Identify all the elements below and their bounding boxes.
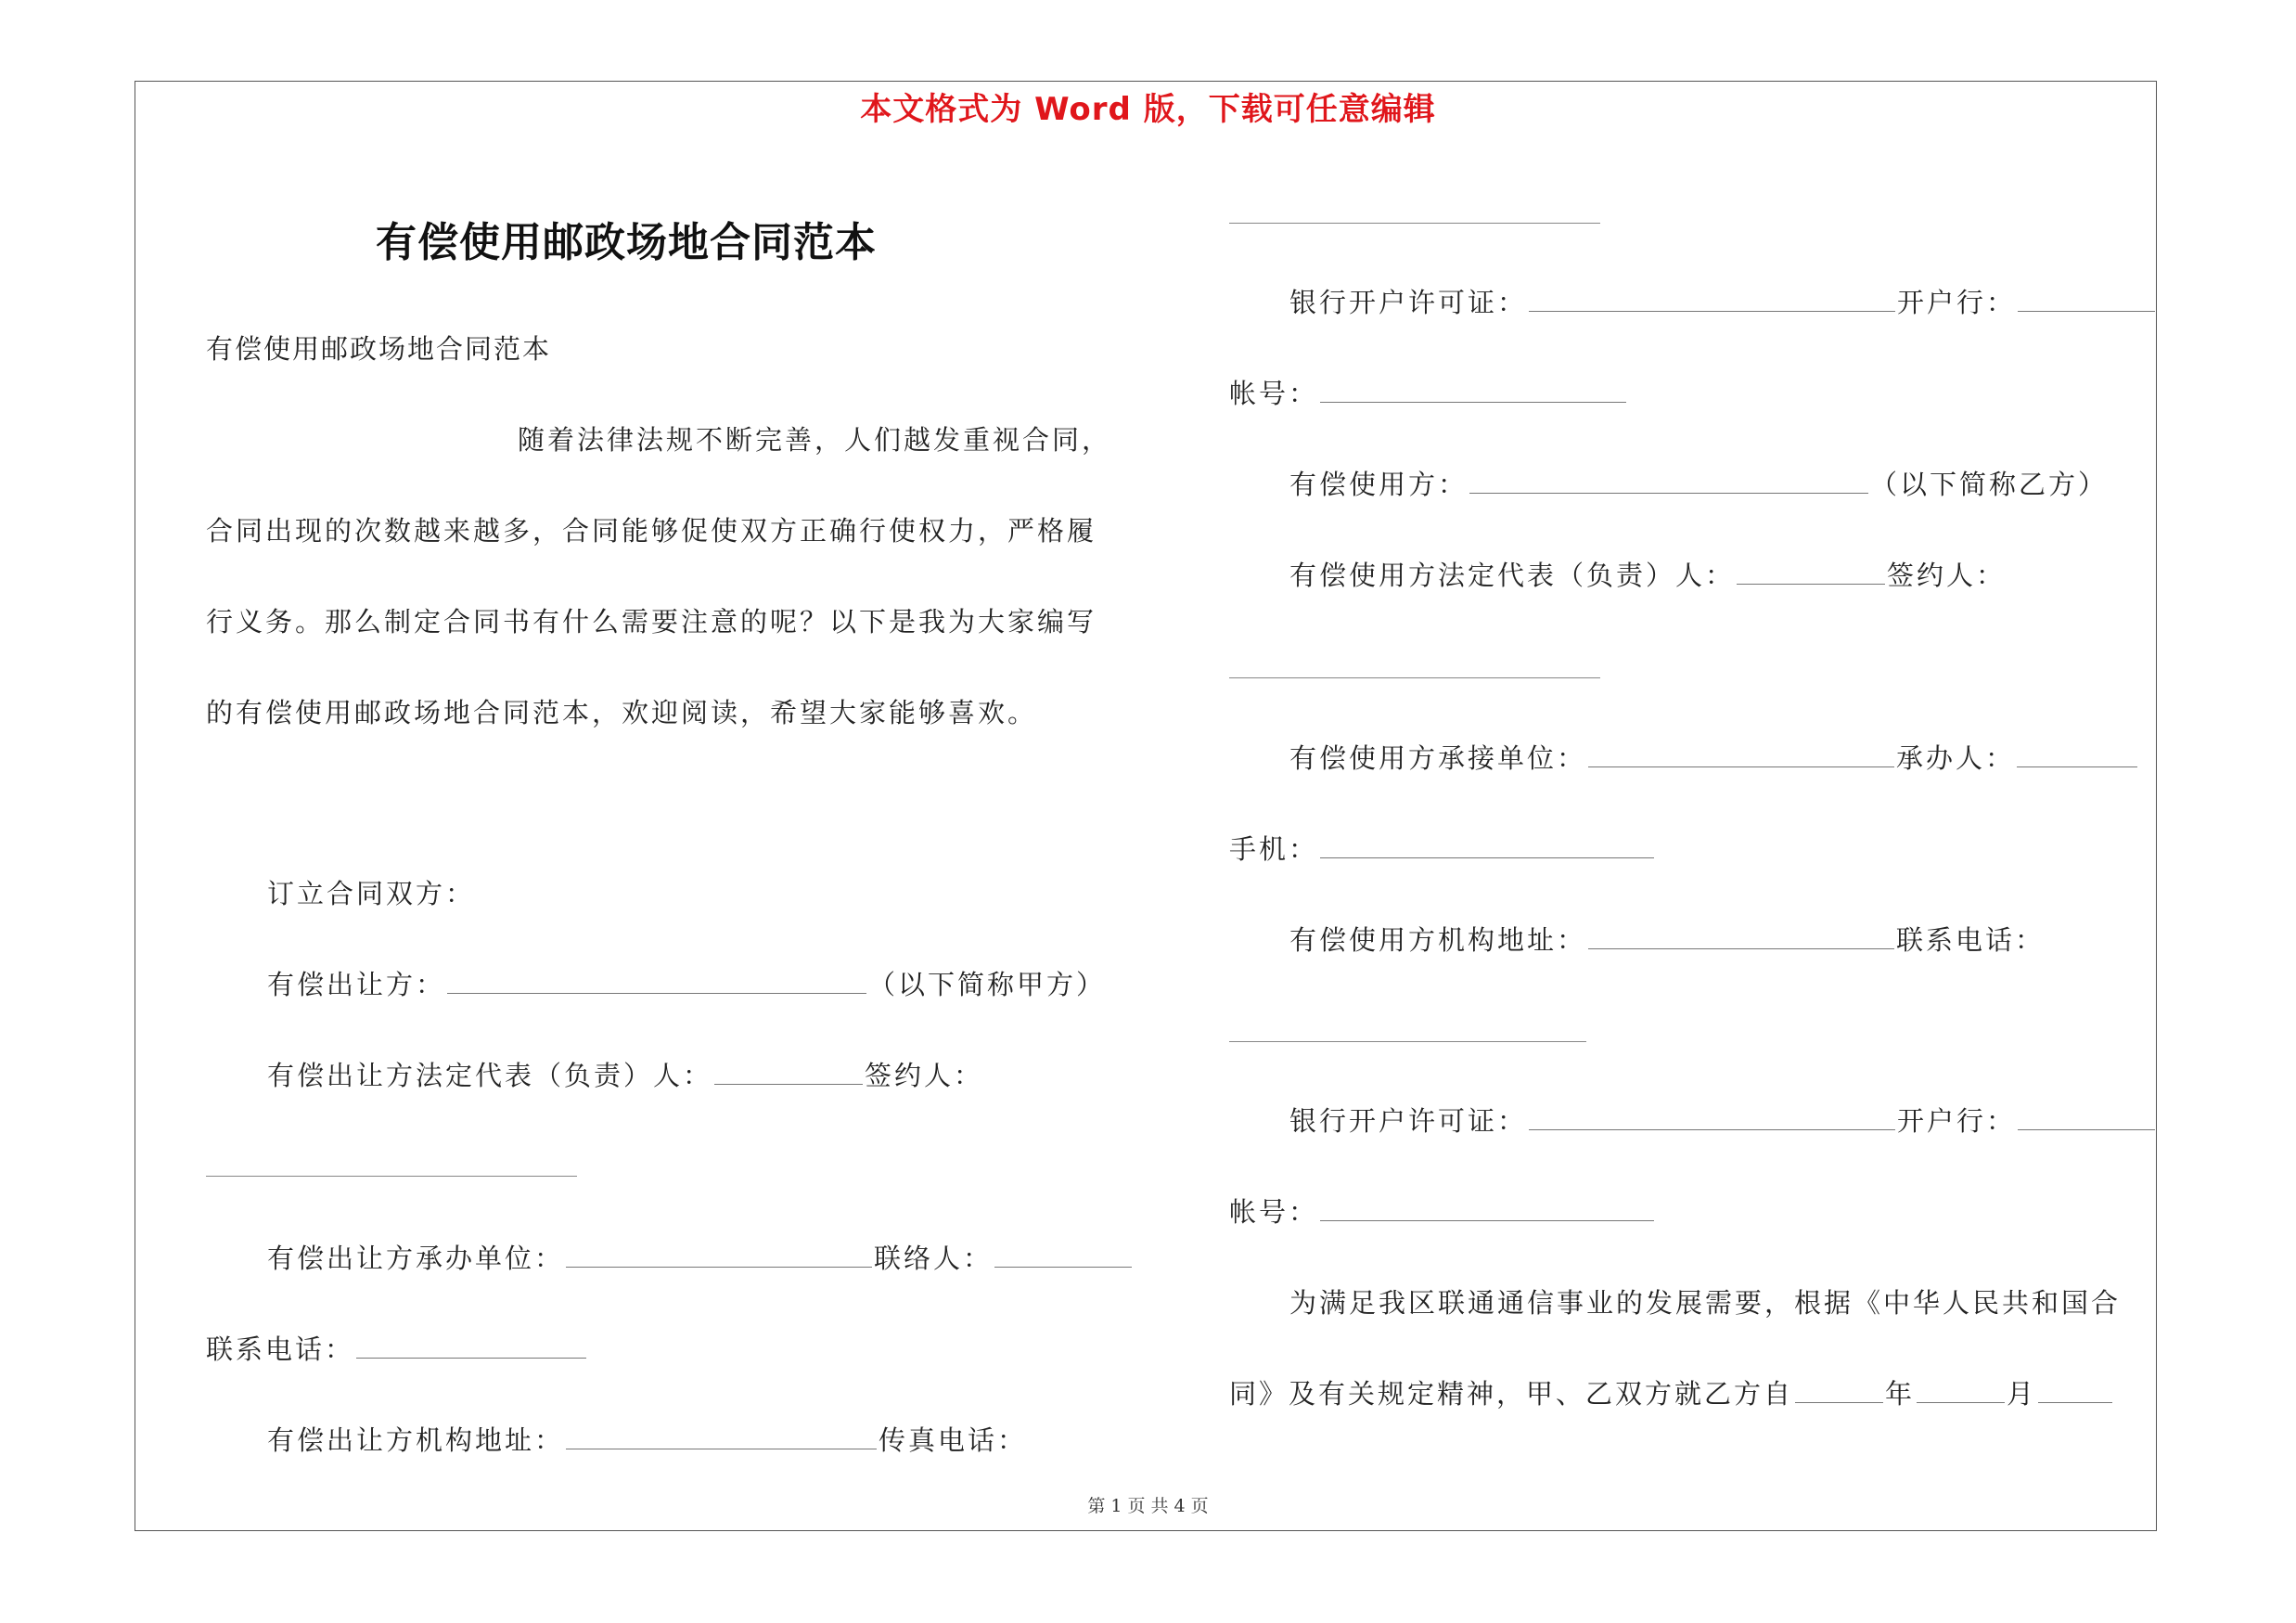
a-address-field[interactable] [566,1424,877,1449]
clause-line-2 [1229,1375,2114,1412]
mobile-label: 手机： [1229,833,1319,865]
party-a-name-field[interactable] [447,969,866,994]
party-a-unit-line [267,1240,1134,1277]
a-fax-field[interactable] [1229,223,1600,224]
clause-line-2-text: 同》及有关规定精神，甲、乙双方就乙方自 [1229,1378,1794,1410]
party-a-phone-line [206,1331,588,1368]
a-account-field[interactable] [1320,378,1626,403]
b-handler-field[interactable] [2017,742,2137,767]
page-number: 第 1 页 共 4 页 [1087,1496,1209,1516]
party-b-name-field[interactable] [1469,469,1868,494]
a-bank-permit-field[interactable] [1529,287,1895,312]
a-bank-line [1289,284,2157,321]
party-b-label: 有偿使用方： [1289,469,1469,500]
b-address-field[interactable] [1588,924,1894,949]
party-b-unit-line [1289,740,2139,777]
year-field[interactable] [1795,1378,1883,1403]
party-b-suffix: （以下简称乙方） [1870,469,2109,500]
document-title: 有偿使用邮政场地合同范本 [376,219,877,266]
party-b-address-line [1289,921,2045,959]
bank-permit-label-2: 银行开户许可证： [1289,1105,1528,1137]
party-a-line [267,966,1106,1003]
a-unit-label: 有偿出让方承办单位： [267,1243,565,1274]
intro-line-3: 行义务。那么制定合同书有什么需要注意的呢？以下是我为大家编写 [206,606,1097,638]
party-a-suffix: （以下简称甲方） [868,969,1107,1000]
b-handler-label: 承办人： [1896,742,2016,774]
b-signer-label: 签约人： [1887,560,2007,591]
month-label: 月 [2007,1378,2037,1410]
b-bank-line [1289,1102,2157,1140]
b-rep-field[interactable] [1737,560,1885,585]
a-address-label: 有偿出让方机构地址： [267,1424,565,1456]
a-bank-field[interactable] [2018,287,2155,312]
b-account-line [1229,1193,1656,1230]
a-phone-field[interactable] [356,1333,586,1359]
a-fax-label: 传真电话： [879,1424,1028,1456]
a-signer-field[interactable] [206,1176,577,1177]
party-b-line [1289,466,2108,503]
bank-permit-label: 银行开户许可证： [1289,287,1528,318]
account-label: 帐号： [1229,378,1319,409]
b-rep-label: 有偿使用方法定代表（负责）人： [1289,560,1736,591]
party-a-rep-line [267,1057,983,1094]
b-address-label: 有偿使用方机构地址： [1289,924,1587,956]
b-mobile-field[interactable] [1320,833,1654,858]
format-banner: 本文格式为 Word 版，下载可任意编辑 [860,91,1436,128]
party-a-label: 有偿出让方： [267,969,446,1000]
b-account-field[interactable] [1320,1196,1654,1221]
parties-heading: 订立合同双方： [267,878,476,909]
b-bank-field[interactable] [2018,1105,2155,1130]
b-mobile-line [1229,831,1656,868]
b-bank-permit-field[interactable] [1529,1105,1895,1130]
day-field[interactable] [2038,1378,2112,1403]
b-phone-label: 联系电话： [1896,924,2046,956]
a-phone-label: 联系电话： [206,1333,355,1365]
account-label-2: 帐号： [1229,1196,1319,1228]
a-unit-field[interactable] [566,1243,872,1268]
intro-line-1: 随着法律法规不断完善，人们越发重视合同， [518,424,1112,456]
month-field[interactable] [1917,1378,2005,1403]
b-signer-field[interactable] [1229,677,1600,678]
a-rep-label: 有偿出让方法定代表（负责）人： [267,1060,713,1091]
a-contact-field[interactable] [994,1243,1132,1268]
bank-label-2: 开户行： [1897,1105,2017,1137]
b-unit-label: 有偿使用方承接单位： [1289,742,1587,774]
document-subtitle: 有偿使用邮政场地合同范本 [206,333,552,365]
a-rep-field[interactable] [714,1060,863,1085]
b-phone-field[interactable] [1229,1041,1586,1042]
party-a-address-line [267,1422,1027,1459]
a-contact-label: 联络人： [874,1243,994,1274]
clause-line-1: 为满足我区联通通信事业的发展需要，根据《中华人民共和国合 [1289,1287,2122,1319]
party-b-rep-line [1289,557,2006,594]
a-account-line [1229,375,1628,412]
a-signer-label: 签约人： [865,1060,984,1091]
year-label: 年 [1885,1378,1916,1410]
b-unit-field[interactable] [1588,742,1894,767]
intro-line-2: 合同出现的次数越来越多，合同能够促使双方正确行使权力，严格履 [206,515,1097,547]
intro-line-4: 的有偿使用邮政场地合同范本，欢迎阅读，希望大家能够喜欢。 [206,697,1038,728]
bank-label: 开户行： [1897,287,2017,318]
